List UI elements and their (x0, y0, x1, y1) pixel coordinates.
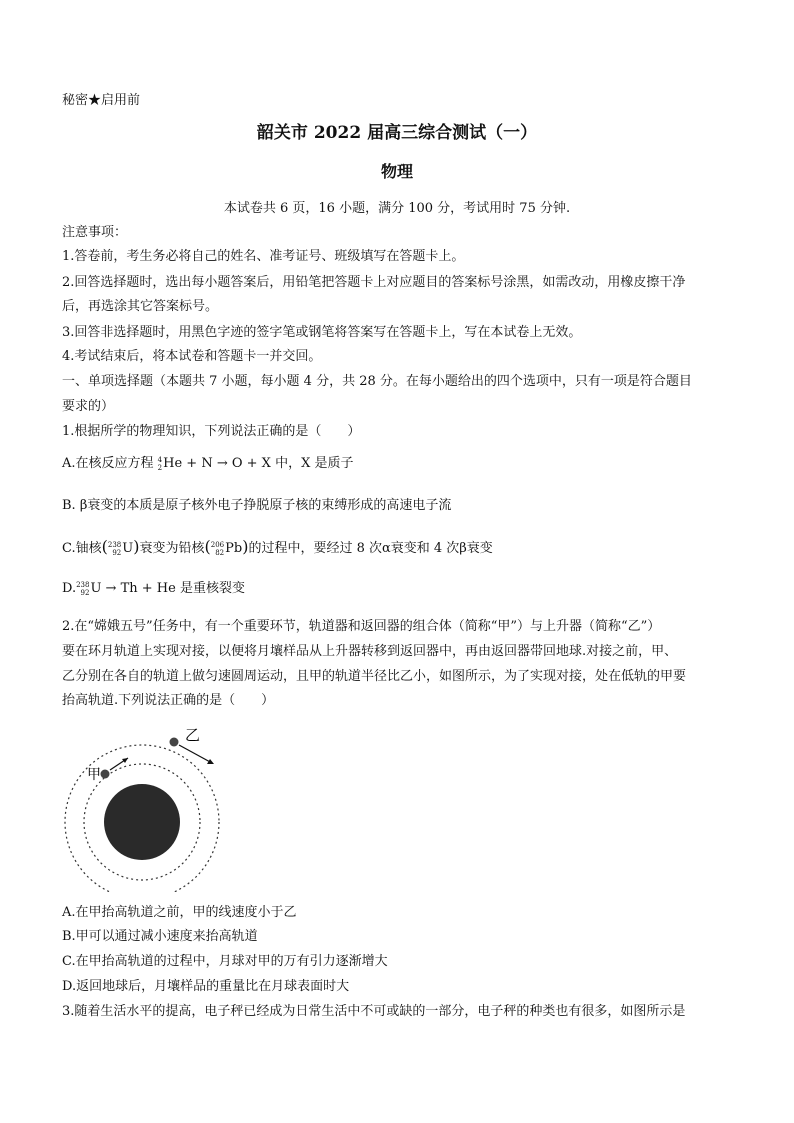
label-yi: 乙 (185, 726, 201, 744)
moon-body (104, 784, 180, 860)
q1-option-c-prefix: C.铀核 (62, 541, 102, 556)
q2-option-d: D.返回地球后，月壤样品的重量比在月球表面时大 (62, 979, 350, 994)
q1-option-d-suffix: 是重核裂变 (179, 581, 245, 596)
velocity-arrow-yi (179, 745, 212, 763)
satellite-jia (101, 770, 110, 779)
q1-option-a-prefix: A.在核反应方程 (62, 456, 154, 471)
u-nuclide-index: 238 92 (107, 540, 122, 557)
q2-option-b: B.甲可以通过减小速度来抬高轨道 (62, 929, 258, 944)
section-1-heading-line-1: 一、单项选择题（本题共 7 小题，每小题 4 分，共 28 分。在每小题给出的四个选项中，只有一项是符合题目 (62, 374, 692, 389)
q1-option-d-prefix: D. (62, 581, 77, 596)
u-symbol: U (122, 541, 134, 556)
note-3: 3.回答非选择题时，用黑色字迹的签字笔或钢笔将答案写在答题卡上，写在本试卷上无效。 (62, 325, 582, 340)
note-1: 1.答卷前，考生务必将自己的姓名、准考证号、班级填写在答题卡上。 (62, 249, 465, 264)
exam-intro: 本试卷共 6 页，16 小题，满分 100 分，考试用时 75 分钟. (223, 201, 571, 216)
pb-nuclide-index: 206 82 (210, 540, 225, 557)
note-2-line-1: 2.回答选择题时，选出每小题答案后，用铅笔把答题卡上对应题目的答案标号涂黑，如需改动，用橡皮擦干净 (62, 275, 686, 290)
q1-option-b: B. β衰变的本质是原子核外电子挣脱原子核的束缚形成的高速电子流 (62, 498, 452, 513)
q1-option-a (62, 455, 353, 473)
subject-title: 物理 (380, 162, 413, 181)
q3-stem-line-1: 3.随着生活水平的提高，电子秤已经成为日常生活中不可或缺的一部分，电子秤的种类也有很多，如图所示是 (62, 1004, 686, 1019)
q1-option-a-suffix: 中，X 是质子 (275, 456, 354, 471)
note-4: 4.考试结束后，将本试卷和答题卡一并交回。 (62, 349, 322, 364)
he-nuclide-index: 4 2 (157, 455, 163, 472)
q1-option-c-suffix: 的过程中，要经过 8 次α衰变和 4 次β衰变 (248, 541, 493, 556)
q1-option-c-mid: 衰变为铅核 (139, 541, 205, 556)
q2-stem-line-1: 2.在“嫦娥五号”任务中，有一个重要环节，轨道器和返回器的组合体（简称“甲”）与上升器（简称“乙”） (62, 619, 661, 634)
label-jia: 甲 (87, 767, 101, 783)
section-1-heading-line-2: 要求的） (62, 399, 115, 414)
q1-stem: 1.根据所学的物理知识，下列说法正确的是（ ） (62, 424, 361, 439)
q2-option-a: A.在甲抬高轨道之前，甲的线速度小于乙 (62, 905, 297, 920)
q2-stem-line-2: 要在环月轨道上实现对接，以便将月壤样品从上升器转移到返回器中，再由返回器带回地球.对接之前，甲、 (62, 644, 678, 659)
pb-symbol: Pb (225, 541, 243, 556)
page-title: 韶关市 2022 届高三综合测试（一） (256, 123, 538, 143)
arrowhead-jia (122, 758, 128, 763)
q2-stem-line-3: 乙分别在各自的轨道上做匀速圆周运动，且甲的轨道半径比乙小，如图所示，为了实现对接，处在低轨的甲要 (62, 669, 687, 684)
q1-option-d-equation: U → Th + He (90, 581, 176, 596)
q1-option-d (62, 580, 245, 598)
q1-option-c: C.铀核( 238 92 U)衰变为铅核( 206 82 Pb)的过程中，要经过 8 次α衰变和 4 次β衰变 (62, 537, 493, 557)
q2-stem-line-4: 抬高轨道.下列说法正确的是（ ） (62, 693, 275, 708)
notes-heading: 注意事项： (62, 225, 128, 240)
u-nuclide-index-d: 238 92 (76, 580, 90, 597)
secret-mark: 秘密★启用前 (62, 93, 141, 108)
satellite-yi (170, 738, 179, 747)
note-2-line-2: 后，再选涂其它答案标号。 (62, 299, 219, 314)
q1-option-a-equation: He + N → O + X (163, 456, 271, 471)
orbit-figure (58, 722, 238, 892)
q2-option-c: C.在甲抬高轨道的过程中，月球对甲的万有引力逐渐增大 (62, 954, 388, 969)
